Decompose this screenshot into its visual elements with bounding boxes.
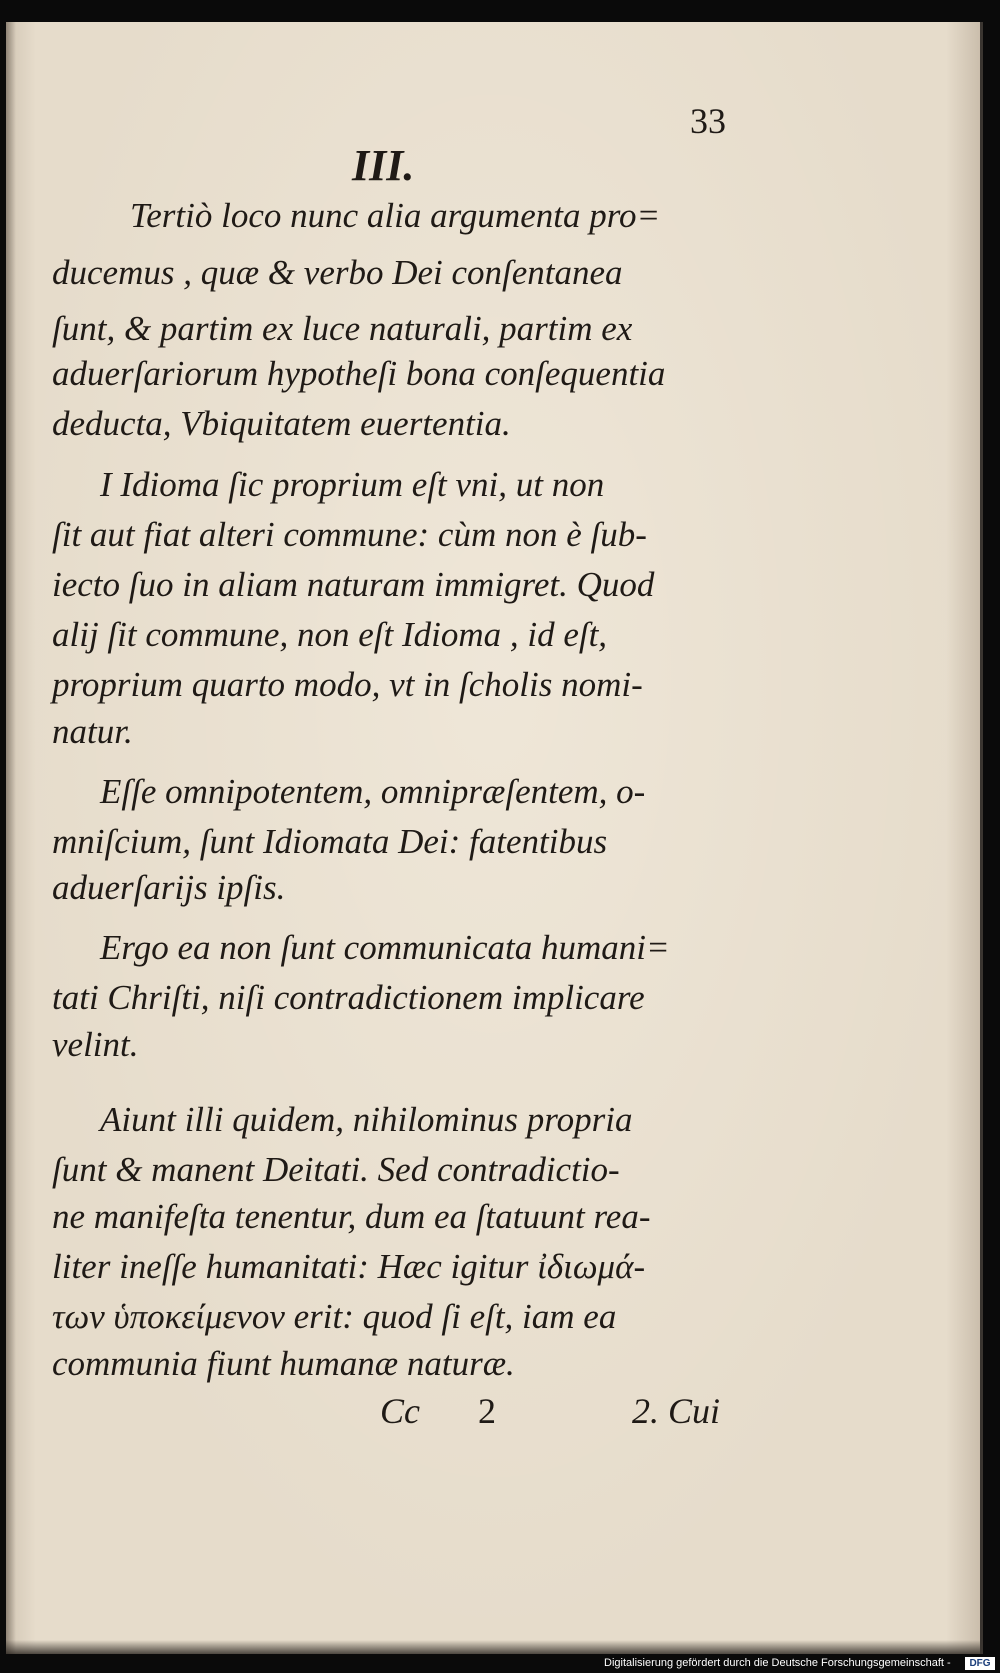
text-line: ſit aut fiat alteri commune: cùm non è ſub- [52, 515, 647, 554]
text-line: aduerſarijs ipſis. [52, 868, 286, 907]
text-line: ducemus , quæ & verbo Dei conſentanea [52, 253, 623, 292]
text-line: aduerſariorum hypotheſi bona conſequentia [52, 354, 666, 393]
text-line: των ὑποκείμενον erit: quod ſi eſt, iam ea [52, 1297, 617, 1336]
text-line: Aiunt illi quidem, nihilominus propria [100, 1100, 633, 1139]
text-line: deducta, Vbiquitatem euertentia. [52, 404, 511, 443]
text-line: iecto ſuo in aliam naturam immigret. Quod [52, 565, 655, 604]
text-line: communia fiunt humanæ naturæ. [52, 1344, 515, 1383]
page-gutter-shadow [6, 22, 16, 1654]
text-line: tati Chriſti, niſi contradictionem implicare [52, 978, 645, 1017]
digitization-credit: Digitalisierung gefördert durch die Deutsche Forschungsgemeinschaft - [604, 1657, 951, 1669]
signature-number: 2 [478, 1391, 496, 1431]
text-line: liter ineſſe humanitati: Hæc igitur ἰδιωμά- [52, 1247, 646, 1286]
text-line: Tertiò loco nunc alia argumenta pro= [130, 196, 661, 235]
text-line: I Idioma ſic proprium eſt vni, ut non [100, 465, 605, 504]
text-line: ſunt & manent Deitati. Sed contradictio- [52, 1150, 620, 1189]
text-line: Ergo ea non ſunt communicata humani= [100, 928, 670, 967]
section-heading: III. [352, 141, 415, 190]
text-line: ne manifeſta tenentur, dum ea ſtatuunt rea- [52, 1197, 651, 1236]
text-line: ſunt, & partim ex luce naturali, partim ex [52, 309, 633, 348]
text-line: mniſcium, ſunt Idiomata Dei: fatentibus [52, 822, 608, 861]
text-line: proprium quarto modo, vt in ſcholis nomi- [52, 665, 643, 704]
text-line: velint. [52, 1025, 139, 1064]
dfg-logo-icon: DFG [965, 1657, 995, 1670]
text-line: natur. [52, 712, 133, 751]
page-bottom-edge [6, 1640, 980, 1654]
signature-mark: Cc [380, 1391, 420, 1431]
page-number: 33 [690, 101, 726, 141]
text-line: Eſſe omnipotentem, omnipræſentem, o- [100, 772, 646, 811]
text-line: alij ſit commune, non eſt Idioma , id eſt, [52, 615, 608, 654]
catchword: 2. Cui [632, 1391, 721, 1431]
